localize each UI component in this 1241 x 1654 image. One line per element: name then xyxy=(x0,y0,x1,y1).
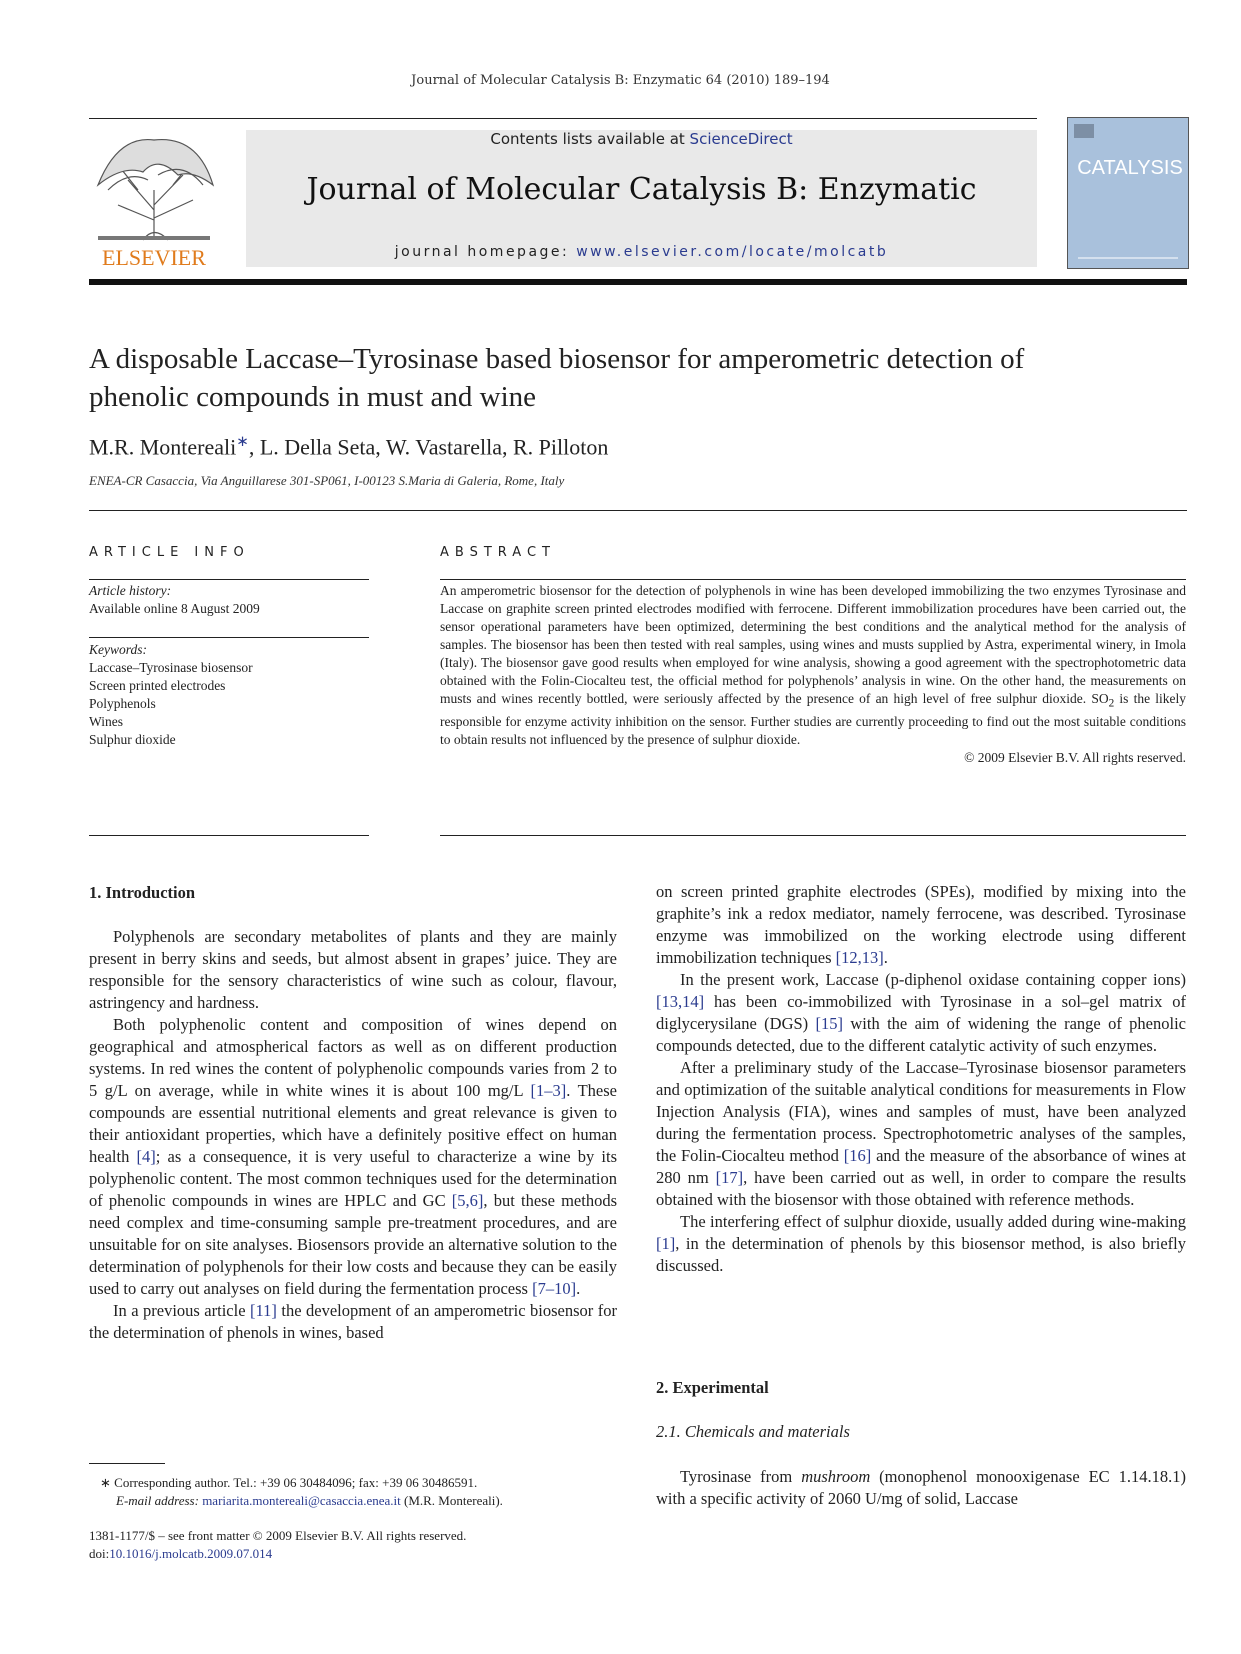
footnote-mark: ∗ xyxy=(100,1475,111,1490)
keyword-item: Wines xyxy=(89,714,123,729)
abstract-copyright: © 2009 Elsevier B.V. All rights reserved. xyxy=(964,749,1186,765)
history-value: Available online 8 August 2009 xyxy=(89,601,260,616)
homepage-link[interactable]: www.elsevier.com/locate/molcatb xyxy=(576,244,889,260)
keywords-block xyxy=(89,641,369,749)
intro-paragraph-2: Both polyphenolic content and composition of wines depend on geographical and atmospherical factors as well as on different production systems. In red wines the content of polyphenolic compounds varies from 2 to 5 g/L on average, while in white wines it is about 100 mg/L [1–3]. These compounds are essential nutritional elements and great relevance is given to their antioxidant properties, which have a definitely positive effect on human health [4]; as a consequence, it is very useful to characterize a wine by its polyphenolic content. The most common techniques used for the determination of phenolic compounds in wines are HPLC and GC [5,6], but these methods need complex and time-consuming sample pre-treatment procedures, and are unsuitable for on site analyses. Biosensors provide an alternative solution to the determination of polyphenols for their low costs and because they can be easily used to carry out analyses on field during the fermentation process [7–10]. xyxy=(89,1015,617,1298)
reference-link[interactable]: [7–10] xyxy=(532,1279,577,1298)
reference-link[interactable]: [1] xyxy=(656,1234,676,1253)
doi-link[interactable]: 10.1016/j.molcatb.2009.07.014 xyxy=(109,1546,273,1561)
journal-citation: Journal of Molecular Catalysis B: Enzymatic 64 (2010) 189–194 xyxy=(411,73,830,88)
keywords-rule xyxy=(89,637,369,638)
article-info-heading: ARTICLE INFO xyxy=(89,545,250,560)
affiliation: ENEA-CR Casaccia, Via Anguillarese 301-SP061, I-00123 S.Maria di Galeria, Rome, Italy xyxy=(89,473,565,488)
journal-homepage xyxy=(246,244,1037,260)
experimental-paragraph-1: Tyrosinase from mushroom (monophenol monooxigenase EC 1.14.18.1) with a specific activity of 2060 U/mg of solid, Laccase xyxy=(656,1467,1186,1508)
cover-title: CATALYSIS xyxy=(1077,157,1183,179)
keyword-item: Laccase–Tyrosinase biosensor xyxy=(89,660,253,675)
history-label: Article history: xyxy=(89,583,172,598)
column-2-body xyxy=(656,881,1186,1277)
keyword-item: Screen printed electrodes xyxy=(89,678,226,693)
keyword-item: Polyphenols xyxy=(89,696,156,711)
header-rule xyxy=(89,118,1037,119)
corresponding-author-footnote xyxy=(100,1474,620,1510)
first-author: M.R. Montereali xyxy=(89,434,237,460)
keyword-item: Sulphur dioxide xyxy=(89,732,176,747)
reference-link[interactable]: [16] xyxy=(843,1146,872,1165)
abstract-rule xyxy=(440,579,1186,580)
issn-block xyxy=(89,1527,629,1563)
article-history xyxy=(89,582,369,618)
experimental-body xyxy=(656,1466,1186,1510)
journal-title: Journal of Molecular Catalysis B: Enzymatic xyxy=(306,172,977,207)
email-link[interactable]: mariarita.montereali@casaccia.enea.it xyxy=(202,1493,401,1508)
reference-link[interactable]: [5,6] xyxy=(451,1191,484,1210)
title-rule xyxy=(89,510,1187,511)
contents-line xyxy=(246,130,1037,148)
so2-subscript: 2 xyxy=(1108,697,1115,710)
article-title: A disposable Laccase–Tyrosinase based biosensor for amperometric detection of phenolic compounds in must and wine xyxy=(89,343,1025,413)
elsevier-wordmark: ELSEVIER xyxy=(102,245,206,270)
reference-link[interactable]: [11] xyxy=(250,1301,277,1320)
article-info-end-rule xyxy=(89,835,369,836)
masthead-rule xyxy=(89,279,1187,285)
sciencedirect-link[interactable]: ScienceDirect xyxy=(689,130,793,148)
reference-link[interactable]: [13,14] xyxy=(656,992,705,1011)
elsevier-logo xyxy=(88,130,220,274)
reference-link[interactable]: [12,13] xyxy=(835,948,884,967)
corresponding-author-mark[interactable]: ∗ xyxy=(236,434,249,450)
contents-prefix: Contents lists available at xyxy=(490,130,690,148)
abstract-text xyxy=(440,582,1186,767)
other-authors: , L. Della Seta, W. Vastarella, R. Pilloton xyxy=(248,434,609,460)
author-list xyxy=(89,432,608,460)
article-info-rule xyxy=(89,579,369,580)
journal-cover-image xyxy=(1067,117,1189,269)
issn-line: 1381-1177/$ – see front matter © 2009 Elsevier B.V. All rights reserved. xyxy=(89,1528,467,1543)
journal-banner xyxy=(246,130,1037,267)
keywords-label: Keywords: xyxy=(89,642,147,657)
abstract-end-rule xyxy=(440,835,1186,836)
footnote-rule xyxy=(89,1463,165,1464)
col2-paragraph-4: The interfering effect of sulphur dioxide, usually added during wine-making [1], in the determination of phenols by this biosensor method, is also briefly discussed. xyxy=(656,1212,1186,1275)
footnote-contact: Corresponding author. Tel.: +39 06 30484096; fax: +39 06 30486591. xyxy=(110,1475,478,1490)
col2-paragraph-2: In the present work, Laccase (p-diphenol oxidase containing copper ions) [13,14] has been co-immobilized with Tyrosinase in a sol–gel matrix of diglycerysilane (DGS) [15] with the aim of widening the range of phenolic compounds detected, due to the different catalytic activity of such enzymes. xyxy=(656,970,1186,1055)
reference-link[interactable]: [15] xyxy=(815,1014,844,1033)
intro-paragraph-1: Polyphenols are secondary metabolites of plants and they are mainly present in berry skins and seeds, but almost absent in grapes’ juice. They are responsible for the sensory characteristics of wine such as colour, flavour, astringency and hardness. xyxy=(89,927,617,1012)
abstract-heading: ABSTRACT xyxy=(440,545,556,560)
col2-paragraph-1: on screen printed graphite electrodes (SPEs), modified by mixing into the graphite’s ink a redox mediator, namely ferrocene, was described. Tyrosinase enzyme was immobilized on the working electrode using different immobilization techniques [12,13]. xyxy=(656,882,1186,967)
reference-link[interactable]: [17] xyxy=(715,1168,744,1187)
reference-link[interactable]: [1–3] xyxy=(530,1081,567,1100)
abstract-part: An amperometric biosensor for the detection of polyphenols in wine has been developed immobilizing the two enzymes Tyrosinase and Laccase on graphite screen printed electrodes modified with ferrocene. Different immobilization procedures have been carried out, the sensor operational parameters have been optimized, determining the best conditions and the analytical method for the analysis of samples. The biosensor has been then tested with real samples, using wines and musts supplied by Astra, experimental winery, in Imola (Italy). The biosensor gave good results when employed for wine analysis, showing a good agreement with the spectrophotometric data obtained with the Folin-Ciocalteu test, the official method for polyphenols’ analysis in wine. On the other hand, the measurements on musts and wines recently bottled, were seriously affected by the presence of an high level of free sulphur dioxide. SO xyxy=(440,583,1186,706)
email-label: E-mail address: xyxy=(116,1493,199,1508)
homepage-prefix: journal homepage: xyxy=(394,244,577,260)
doi-label: doi: xyxy=(89,1546,110,1561)
col2-paragraph-3: After a preliminary study of the Laccase–Tyrosinase biosensor parameters and optimization of the suitable analytical conditions for measurements in Flow Injection Analysis (FIA), wines and samples of must, have been analyzed during the fermentation process. Spectrophotometric analyses of the samples, the Folin-Ciocalteu method [16] and the measure of the absorbance of wines at 280 nm [17], have been carried out as well, in order to compare the results obtained with the biosensor with those obtained with reference methods. xyxy=(656,1058,1187,1209)
intro-heading: 1. Introduction xyxy=(89,883,196,902)
experimental-heading: 2. Experimental xyxy=(656,1378,769,1397)
chemicals-subheading: 2.1. Chemicals and materials xyxy=(656,1422,850,1441)
email-owner: (M.R. Montereali). xyxy=(400,1493,503,1508)
abstract-part: is the likely responsible for enzyme activity inhibition on the sensor. Further studies are currently proceeding to find out the most suitable conditions to obtain results not influenced by the presence of sulphur dioxide. xyxy=(440,691,1186,747)
intro-paragraph-3: In a previous article [11] the development of an amperometric biosensor for the determination of phenols in wines, based xyxy=(89,1301,617,1342)
intro-body xyxy=(89,926,617,1344)
reference-link[interactable]: [4] xyxy=(136,1147,156,1166)
